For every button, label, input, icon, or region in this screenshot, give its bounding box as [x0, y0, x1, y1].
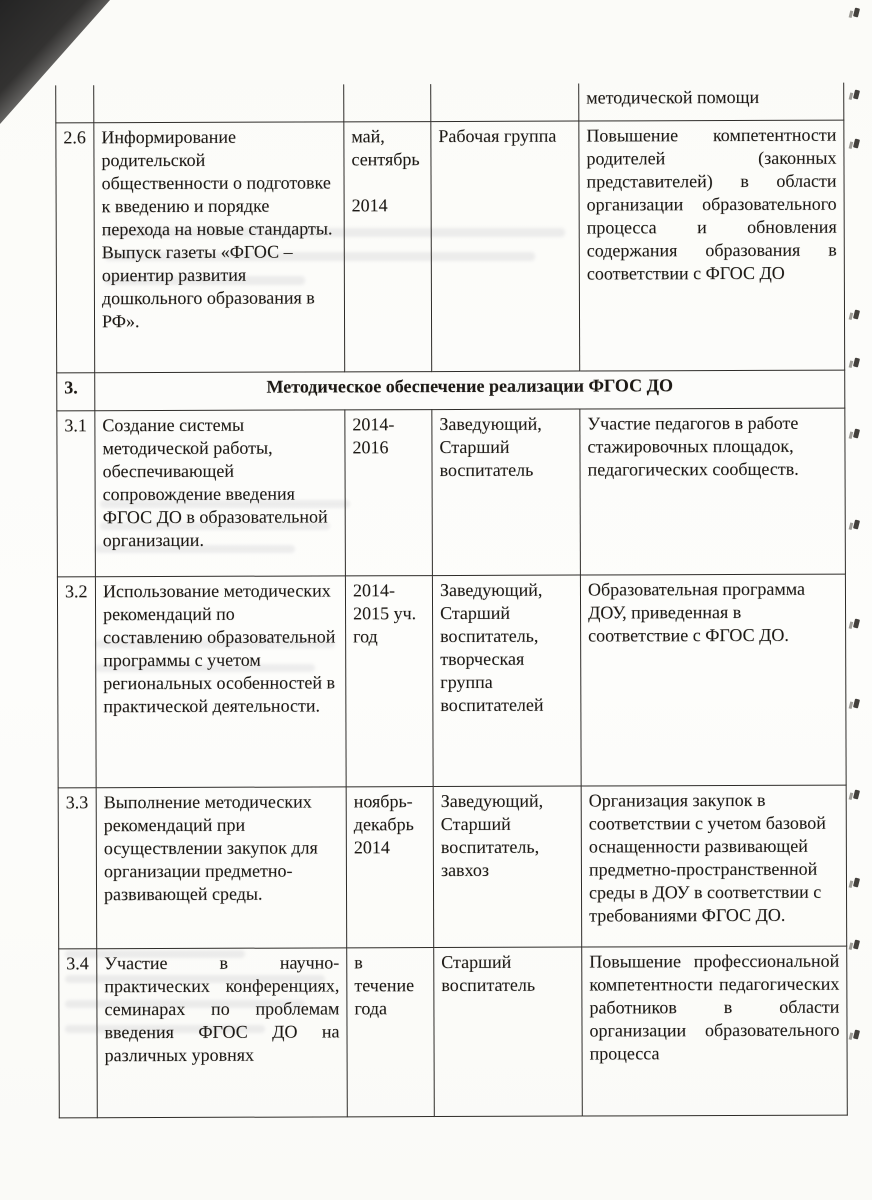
cell-responsible: Заведующий, Старший воспитатель: [432, 409, 581, 576]
table-row-3-3: [58, 785, 847, 949]
cell-result: Организация закупок в соответствии с учетом базовой оснащенности развивающей предметно-пространственной среды в ДОУ в соответствии с требованиями ФГОС ДО.: [581, 785, 847, 947]
edge-ink-mark: [853, 790, 860, 800]
edge-ink-mark: [853, 358, 860, 368]
edge-ink-mark: [853, 940, 860, 950]
cell-result: Повышение компетентности родителей (законных представителей) в области организации образовательного процесса и обновления содержания образования в соответствии с ФГОС ДО: [579, 120, 845, 371]
cell-responsible: Заведующий, Старший воспитатель, творческая группа воспитателей: [432, 575, 581, 787]
cell-result: методической помощи: [579, 83, 844, 121]
cell-num: 3.2: [57, 576, 96, 787]
cell-num: [56, 85, 94, 122]
table-row-2-6: [56, 120, 845, 373]
cell-timing: май, сентябрь 2014: [344, 121, 432, 371]
cell-timing: [344, 84, 431, 121]
table-row-continuation: [56, 83, 844, 123]
cell-activity: Информирование родительской общественности о подготовке к введению и порядке перехода на новые стандарты. Выпуск газеты «ФГОС – ориентир развития дошкольного образования в РФ».: [94, 121, 345, 372]
cell-timing: 2014- 2015 уч. год: [345, 575, 433, 786]
cell-num: 2.6: [56, 122, 95, 372]
table-row-3-1: [57, 408, 846, 577]
edge-ink-mark: [853, 429, 860, 439]
cell-responsible: [431, 84, 579, 122]
edge-ink-mark: [853, 139, 860, 149]
cell-responsible: Заведующий, Старший воспитатель, завхоз: [433, 786, 582, 948]
cell-activity: [94, 84, 344, 122]
cell-timing: в течение года: [347, 947, 435, 1116]
cell-num: 3.3: [58, 787, 97, 948]
section-number: 3.: [57, 372, 95, 410]
section-header-row: [57, 370, 845, 411]
cell-responsible: Старший воспитатель: [434, 947, 583, 1117]
cell-num: 3.4: [59, 948, 98, 1117]
table-row-3-4: [59, 946, 848, 1118]
cell-timing: 2014- 2016: [345, 409, 433, 575]
implementation-plan-table: [55, 83, 848, 1118]
edge-ink-mark: [853, 1030, 860, 1040]
table-area: [55, 83, 847, 1118]
edge-ink-mark: [853, 699, 860, 709]
cell-result: Участие педагогов в работе стажировочных площадок, педагогических сообществ.: [580, 408, 846, 575]
edge-ink-mark: [853, 878, 860, 888]
section-title: Методическое обеспечение реализации ФГОС ДО: [95, 370, 845, 411]
cell-result: Повышение профессиональной компетентности педагогических работников в области организации образовательного процесса: [582, 946, 848, 1116]
cell-responsible: Рабочая группа: [431, 121, 580, 372]
edge-ink-mark: [853, 619, 860, 629]
table-row-3-2: [57, 574, 846, 788]
cell-activity: Участие в научно-практических конференциях, семинарах по проблемам введения ФГОС ДО на различных уровнях: [97, 947, 348, 1117]
cell-timing: ноябрь- декабрь 2014: [346, 786, 434, 947]
cell-result: Образовательная программа ДОУ, приведенная в соответствие с ФГОС ДО.: [580, 574, 846, 786]
edge-ink-mark: [853, 520, 860, 530]
cell-activity: Создание системы методической работы, обеспечивающей сопровождение введения ФГОС ДО в образовательной организации.: [95, 409, 346, 576]
edge-ink-mark: [853, 8, 860, 18]
cell-activity: Выполнение методических рекомендаций при осуществлении закупок для организации предметно-развивающей среды.: [96, 786, 347, 948]
cell-activity: Использование методических рекомендаций по составлению образовательной программы с учетом региональных особенностей в практической деятельности.: [95, 575, 346, 787]
edge-ink-mark: [853, 90, 860, 100]
edge-ink-mark: [853, 310, 860, 320]
cell-num: 3.1: [57, 410, 96, 576]
